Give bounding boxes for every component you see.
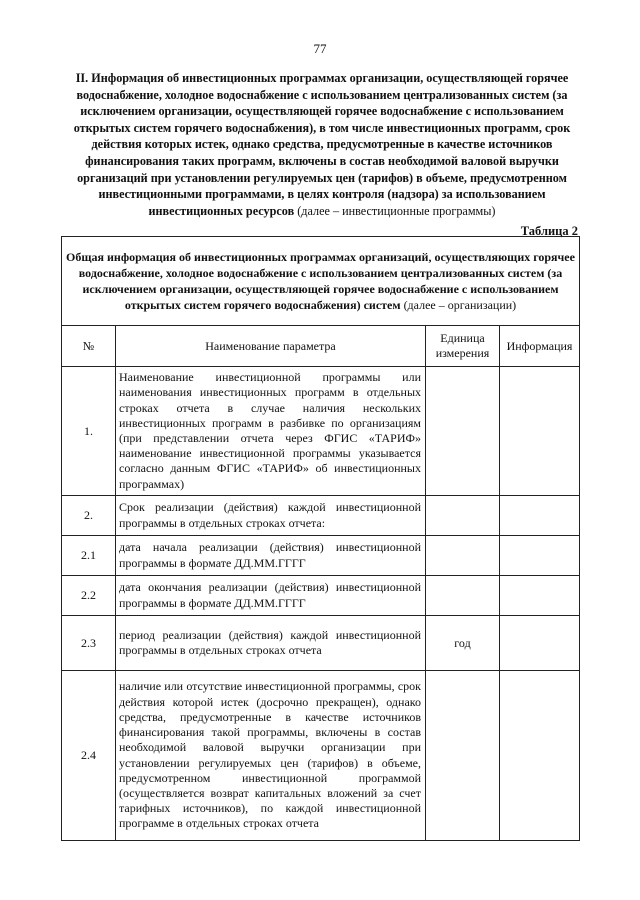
row-unit xyxy=(426,536,500,576)
header-unit: Единица измерения xyxy=(426,326,500,367)
row-number: 2.3 xyxy=(62,616,116,671)
table-header-row xyxy=(62,326,580,367)
row-info xyxy=(500,671,580,841)
header-parameter: Наименование параметра xyxy=(116,326,426,367)
row-unit: год xyxy=(426,616,500,671)
table-title xyxy=(62,237,580,326)
page-number: 77 xyxy=(313,41,327,56)
row-parameter: Наименование инвестиционной программы или наименования инвестиционных программ в отдельных строках отчета в случае наличия нескольких инвестиционных программ в разбивке по организациям (при представлении отчета через ФГИС «ТАРИФ» наименование инвестиционной программы указывается согласно данным ФГИС «ТАРИФ» об инвестиционных программах) xyxy=(116,367,426,496)
row-unit xyxy=(426,367,500,496)
table-title-bold: Общая информация об инвестиционных программах организаций, осуществляющих горячее водоснабжение, холодное водоснабжение с использованием централизованных систем (за исключением организации, осуществляющей горячее водоснабжение с использованием открытых систем горячего водоснабжения) систем xyxy=(66,249,575,313)
row-number: 1. xyxy=(62,367,116,496)
table-row xyxy=(62,671,580,841)
table-label: Таблица 2 xyxy=(520,224,578,238)
row-unit xyxy=(426,671,500,841)
header-info: Информация xyxy=(500,326,580,367)
row-parameter: наличие или отсутствие инвестиционной программы, срок действия которой истек (досрочно прекращен), однако средства, предусмотренные в качестве источников финансирования такой программы, включены в состав необходимой валовой выручки организации при установлении регулируемых цен (тарифов) в объеме, предусмотренном инвестиционной программой (осуществляется возврат капитальных вложений за счет тарифных источников), по каждой инвестиционной программе в отдельных строках отчета xyxy=(116,671,426,841)
row-number: 2.4 xyxy=(62,671,116,841)
row-info xyxy=(500,616,580,671)
section-heading xyxy=(66,70,578,219)
row-info xyxy=(500,576,580,616)
table-row xyxy=(62,367,580,496)
row-unit xyxy=(426,576,500,616)
section-heading-normal: (далее – инвестиционные программы) xyxy=(294,203,496,218)
table-row xyxy=(62,536,580,576)
section-heading-bold: II. Информация об инвестиционных программах организации, осуществляющей горячее водоснабжение, холодное водоснабжение с использованием централизованных систем (за исключением организации, осуществляющей горячее водоснабжение с использованием открытых систем горячего водоснабжения), в том числе инвестиционных программ, срок действия которых истек, однако средства, предусмотренные в качестве источников финансирования таких программ, включены в состав необходимой валовой выручки организаций при установлении регулируемых цен (тарифов) в объеме, предусмотренном инвестиционными программами, в целях контроля (надзора) за использованием инвестиционных ресурсов xyxy=(73,71,571,218)
row-number: 2.1 xyxy=(62,536,116,576)
table-row xyxy=(62,576,580,616)
row-parameter: дата окончания реализации (действия) инвестиционной программы в формате ДД.ММ.ГГГГ xyxy=(116,576,426,616)
row-parameter: Срок реализации (действия) каждой инвестиционной программы в отдельных строках отчета: xyxy=(116,496,426,536)
table-title-row xyxy=(62,237,580,326)
row-parameter: дата начала реализации (действия) инвестиционной программы в формате ДД.ММ.ГГГГ xyxy=(116,536,426,576)
row-number: 2.2 xyxy=(62,576,116,616)
table-row xyxy=(62,616,580,671)
row-info xyxy=(500,496,580,536)
header-number: № xyxy=(62,326,116,367)
table-title-normal: (далее – организации) xyxy=(400,298,517,313)
table-row xyxy=(62,496,580,536)
row-info xyxy=(500,536,580,576)
row-info xyxy=(500,367,580,496)
row-number: 2. xyxy=(62,496,116,536)
investment-programs-table xyxy=(61,236,580,841)
row-parameter: период реализации (действия) каждой инвестиционной программы в отдельных строках отчета xyxy=(116,616,426,671)
row-unit xyxy=(426,496,500,536)
